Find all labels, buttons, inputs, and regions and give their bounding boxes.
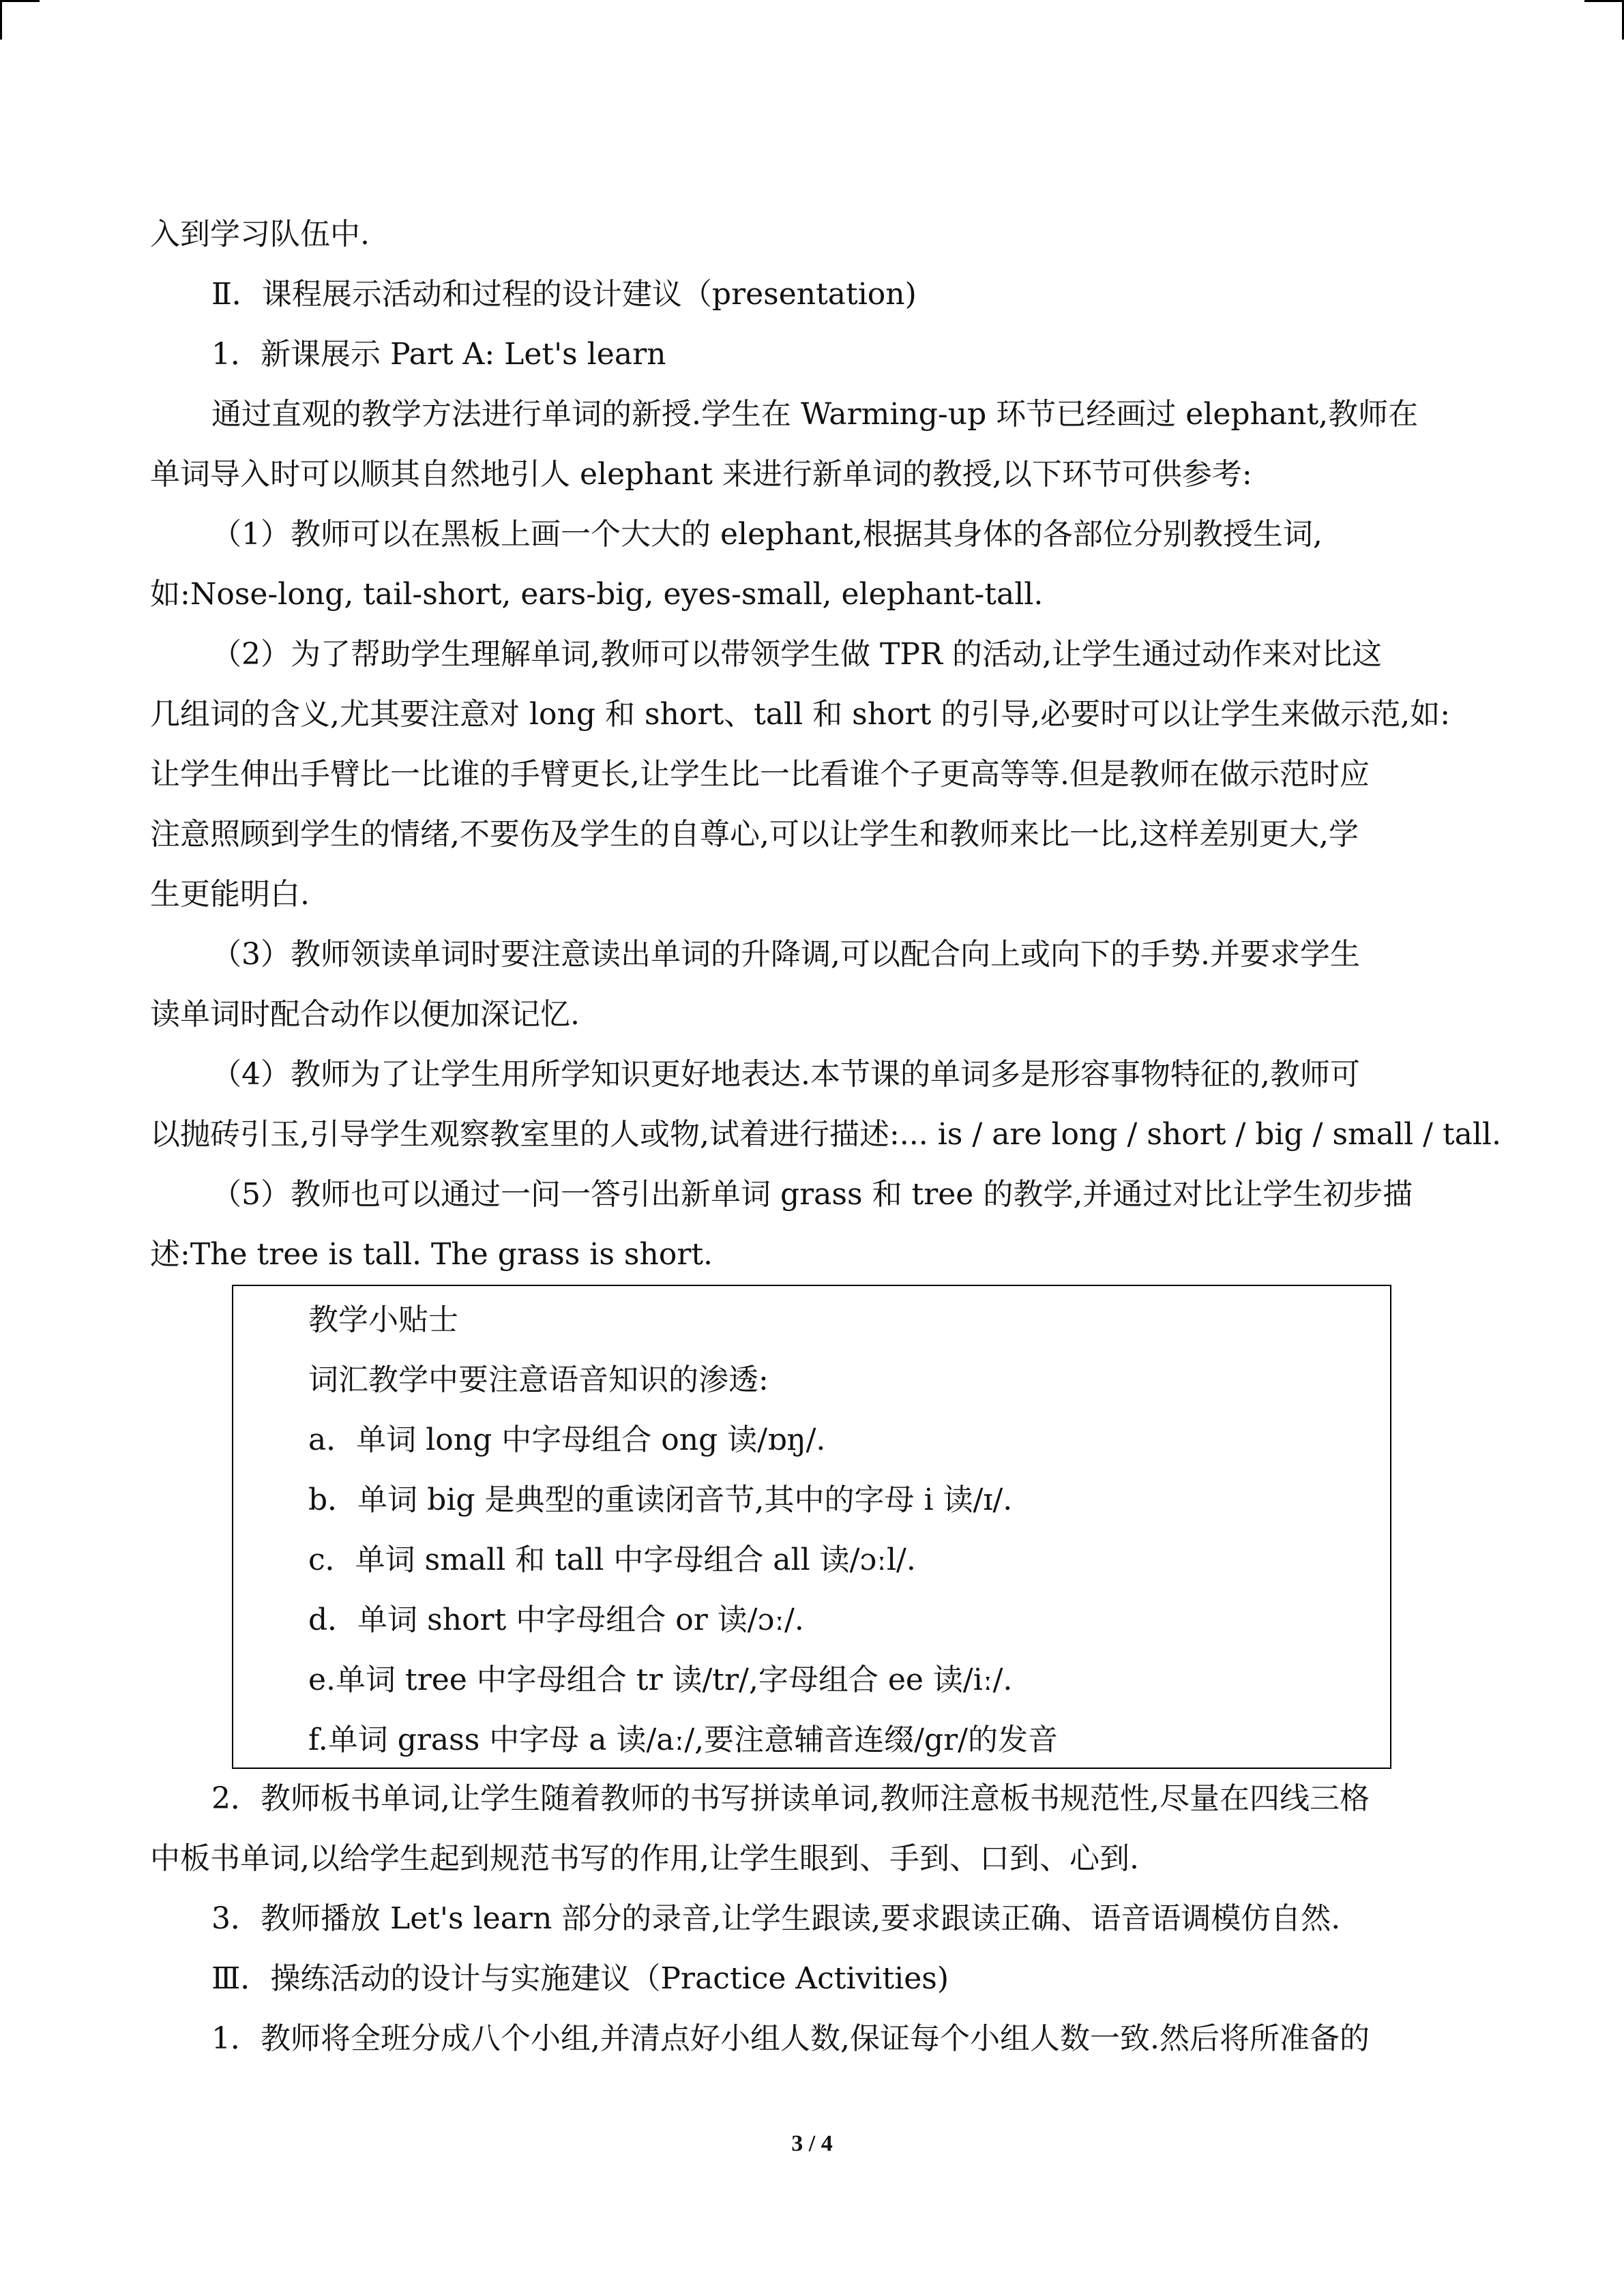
text-line: （3）教师领读单词时要注意读出单词的升降调,可以配合向上或向下的手势.并要求学生	[211, 937, 1360, 972]
tip-box-title: 教学小贴士	[308, 1302, 458, 1337]
text-line: 2．教师板书单词,让学生随着教师的书写拼读单词,教师注意板书规范性,尽量在四线三格	[211, 1781, 1370, 1816]
text-line: 述:The tree is tall. The grass is short.	[150, 1237, 713, 1272]
text-line: 生更能明白.	[150, 877, 310, 912]
text-before-tip-box	[150, 205, 1501, 1285]
tip-line: 词汇教学中要注意语音知识的渗透:	[308, 1362, 769, 1397]
text-after-tip-box	[150, 1769, 1480, 2069]
tip-line: a．单词 long 中字母组合 ong 读/ɒŋ/.	[308, 1422, 826, 1457]
text-line: 让学生伸出手臂比一比谁的手臂更长,让学生比一比看谁个子更高等等.但是教师在做示范时应	[150, 757, 1370, 792]
text-line: Ⅱ．课程展示活动和过程的设计建议（presentation)	[211, 277, 917, 312]
text-line: Ⅲ．操练活动的设计与实施建议（Practice Activities)	[211, 1961, 949, 1996]
text-line: 单词导入时可以顺其自然地引人 elephant 来进行新单词的教授,以下环节可供参考:	[150, 457, 1252, 492]
text-line: 3．教师播放 Let's learn 部分的录音,让学生跟读,要求跟读正确、语音语调模仿自然.	[211, 1901, 1341, 1936]
tip-line: e.单词 tree 中字母组合 tr 读/tr/,字母组合 ee 读/iː/.	[308, 1663, 1013, 1697]
text-line: （4）教师为了让学生用所学知识更好地表达.本节课的单词多是形容事物特征的,教师可	[211, 1057, 1360, 1092]
tip-line: c．单词 small 和 tall 中字母组合 all 读/ɔːl/.	[308, 1542, 916, 1577]
text-line: （2）为了帮助学生理解单词,教师可以带领学生做 TPR 的活动,让学生通过动作来对比这	[211, 637, 1383, 672]
text-line: 1．教师将全班分成八个小组,并清点好小组人数,保证每个小组人数一致.然后将所准备的	[211, 2021, 1370, 2056]
tip-line: b．单词 big 是典型的重读闭音节,其中的字母 i 读/ɪ/.	[308, 1482, 1013, 1517]
document-body	[150, 205, 1501, 2069]
text-line: 读单词时配合动作以便加深记忆.	[150, 997, 580, 1032]
crop-mark-top-left-vertical	[0, 0, 2, 40]
text-line: 入到学习队伍中.	[150, 217, 370, 252]
crop-mark-top-left	[0, 0, 40, 2]
text-line: 如:Nose-long, tail-short, ears-big, eyes-small, elephant-tall.	[150, 577, 1044, 612]
text-line: （5）教师也可以通过一问一答引出新单词 grass 和 tree 的教学,并通过对比让学生初步描	[211, 1177, 1413, 1212]
text-line: 注意照顾到学生的情绪,不要伤及学生的自尊心,可以让学生和教师来比一比,这样差别更大,学	[150, 817, 1359, 852]
text-line: （1）教师可以在黑板上画一个大大的 elephant,根据其身体的各部位分别教授生词,	[211, 517, 1323, 552]
teaching-tips-box	[232, 1285, 1391, 1769]
text-line: 以抛砖引玉,引导学生观察教室里的人或物,试着进行描述:... is / are long / short / big / small / tall.	[150, 1117, 1501, 1152]
text-line: 几组词的含义,尤其要注意对 long 和 short、tall 和 short 的引导,必要时可以让学生来做示范,如:	[150, 697, 1451, 732]
tip-line: d．单词 short 中字母组合 or 读/ɔː/.	[308, 1602, 804, 1637]
page-number: 3 / 4	[791, 2131, 833, 2156]
text-line: 1．新课展示 Part A: Let's learn	[211, 337, 666, 372]
text-line: 通过直观的教学方法进行单词的新授.学生在 Warming-up 环节已经画过 elephant,教师在	[211, 397, 1419, 432]
tip-line: f.单词 grass 中字母 a 读/aː/,要注意辅音连缀/gr/的发音	[308, 1723, 1059, 1757]
text-line: 中板书单词,以给学生起到规范书写的作用,让学生眼到、手到、口到、心到.	[150, 1841, 1139, 1876]
crop-mark-top-right	[1584, 0, 1624, 2]
